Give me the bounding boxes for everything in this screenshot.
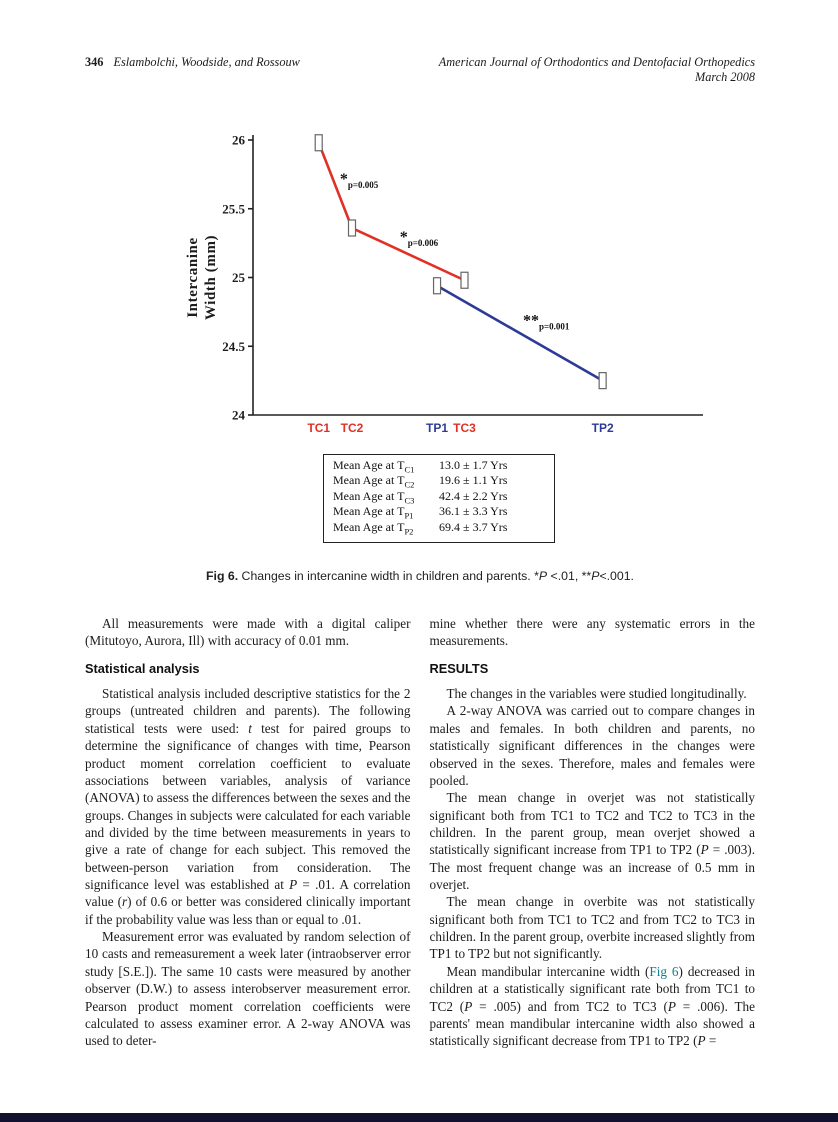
legend-value: 13.0 ± 1.7 Yrs — [439, 457, 508, 472]
text-run: P — [591, 568, 600, 583]
series-line-parents — [437, 285, 603, 380]
legend-row — [333, 490, 548, 506]
figure-reference-link[interactable]: Fig 6 — [649, 963, 679, 979]
y-tick-label: 25.5 — [222, 200, 245, 216]
text-run: Measurement error was evaluated by random selection of 10 casts and remeasurement a week later (intraobserver error study [S.E.]). The same 10 casts were measured by another observer (D.W.) to assess interobserver measurement error. Pearson product moment correlation coefficients were calculated to assess examiner error. A 2-way ANOVA was used to deter- — [85, 929, 411, 1049]
text-run: Fig 6. — [206, 568, 239, 583]
figure-6 — [173, 128, 733, 543]
running-head-right — [439, 55, 755, 86]
page-header — [85, 55, 755, 86]
article-body — [85, 615, 755, 1050]
section-heading — [85, 661, 411, 678]
text-run: Mean mandibular intercanine width ( — [446, 963, 650, 979]
text-run: <.01, ** — [547, 568, 592, 583]
text-run: <.001. — [599, 568, 634, 583]
y-tick-label: 26 — [232, 132, 245, 148]
text-run: = .01. A correlation value ( — [85, 877, 411, 910]
text-run: = .005) and from TC2 to TC3 ( — [472, 998, 668, 1014]
significance-annotation: $*_{p=0.005}$ — [339, 170, 379, 190]
text-run: Statistical analysis — [85, 661, 200, 677]
legend-label: Mean Age at $T_{P2}$ — [333, 519, 414, 537]
text-run: P — [289, 877, 298, 893]
text-run: All measurements were made with a digital caliper (Mitutoyo, Aurora, Ill) with accuracy of 0.01 mm. — [85, 615, 411, 648]
marker-TP2 — [599, 372, 606, 388]
legend-row — [333, 521, 548, 537]
text-run: P — [700, 842, 709, 858]
significance-annotation: $*_{p=0.006}$ — [399, 228, 439, 248]
paragraph — [85, 685, 411, 928]
text-run: P — [667, 998, 676, 1014]
text-run: RESULTS — [429, 661, 489, 677]
text-run: t — [248, 720, 252, 736]
text-run: r — [122, 894, 128, 910]
paragraph — [85, 928, 411, 1050]
legend-row — [333, 459, 548, 475]
text-run: P — [538, 568, 548, 583]
text-run: A 2-way ANOVA was carried out to compare changes in males and females. In both children and parents, no statistically significant differences in the changes were observed in the sexes. Therefore, males and females were pooled. — [429, 703, 755, 788]
x-label-TC2: TC2 — [340, 420, 364, 435]
text-run: Changes in intercanine width in children and parents. * — [238, 568, 539, 583]
text-run: P — [697, 1033, 706, 1049]
paragraph — [430, 789, 756, 893]
legend-label: Mean Age at $T_{P1}$ — [333, 504, 414, 521]
legend-value: 69.4 ± 3.7 Yrs — [439, 519, 508, 534]
y-tick-label: 25 — [232, 269, 245, 285]
legend-label: Mean Age at $T_{C3}$ — [333, 488, 415, 506]
text-run: ) of 0.6 or better was considered clinically important if the probability value was less than or equal to .01. — [85, 894, 411, 927]
legend-row — [333, 505, 548, 521]
text-run: test for paired groups to determine the significance of changes with time, Pearson product moment correlation coefficient to evaluate associations between variables, analysis of variance (ANOVA) to assess the differences between the sexes and the groups. Changes in subjects were calculated for each variable and divided by the time between measurements in years to give a rate of change for each subject. This removed the between-person variation from consideration. The significance level was established at — [85, 720, 411, 893]
page-number: 346 — [85, 55, 104, 69]
text-run: P — [464, 998, 473, 1014]
legend-value: 19.6 ± 1.1 Yrs — [439, 473, 508, 488]
text-run: ) decreased in children at a statistically significant rate both from TC1 to TC2 ( — [429, 963, 756, 1014]
y-axis-title-line2: Width (mm) — [203, 234, 219, 320]
marker-TC3 — [461, 272, 468, 288]
text-run: mine whether there were any systematic errors in the measurements. — [429, 615, 755, 648]
y-axis-title-line1: Intercanine — [185, 236, 201, 318]
marker-TC1 — [315, 134, 322, 150]
right-column — [430, 615, 756, 1050]
page-bottom-edge — [0, 1113, 838, 1122]
paragraph — [430, 702, 756, 789]
paragraph — [430, 963, 756, 1050]
x-label-TC3: TC3 — [453, 420, 476, 435]
text-run: = .006). The parents' mean mandibular intercanine width also showed a statistically significant decrease from TP1 to TP2 ( — [429, 998, 756, 1049]
mean-age-legend — [323, 454, 555, 543]
significance-annotation: $**_{p=0.001}$ — [523, 312, 570, 332]
left-column — [85, 615, 411, 1050]
journal-name: American Journal of Orthodontics and Dentofacial Orthopedics — [438, 55, 755, 69]
text-run: The mean change in overjet was not statistically significant both from TC1 to TC2 and TC2 to TC3 in the children. In the parent group, mean overjet showed a statistically significant increase from TP1 to TP2 ( — [429, 790, 755, 858]
intercanine-width-chart — [173, 128, 713, 440]
paragraph — [430, 615, 756, 650]
legend-label: Mean Age at $T_{C1}$ — [333, 457, 415, 475]
text-run: The changes in the variables were studied longitudinally. — [446, 686, 747, 702]
x-label-TP2: TP2 — [591, 420, 614, 435]
marker-TC2 — [349, 220, 356, 236]
text-run: = — [705, 1033, 717, 1049]
text-run: = .003). The most frequent change was an increase of 0.5 mm in overjet. — [429, 842, 755, 893]
legend-row — [333, 474, 548, 490]
text-run: The mean change in overbite was not statistically significant both from TC1 to TC2 and from TC2 to TC3 in children. In the parent group, overbite increased slightly from TP1 to TP2 but not significantly. — [429, 894, 755, 962]
y-tick-label: 24.5 — [222, 338, 245, 354]
running-head-left — [85, 55, 300, 70]
paragraph — [430, 893, 756, 962]
figure-caption — [85, 569, 755, 583]
issue-date: March 2008 — [695, 70, 755, 85]
paragraph — [85, 615, 411, 650]
marker-TP1 — [434, 277, 441, 293]
x-label-TP1: TP1 — [426, 420, 449, 435]
x-label-TC1: TC1 — [307, 420, 331, 435]
running-authors: Eslambolchi, Woodside, and Rossouw — [113, 55, 300, 69]
legend-value: 42.4 ± 2.2 Yrs — [439, 488, 508, 503]
paragraph — [430, 685, 756, 702]
y-tick-label: 24 — [232, 407, 245, 423]
series-line-children — [319, 142, 465, 280]
text-run: Statistical analysis included descriptive statistics for the 2 groups (untreated children and parents). The following statistical tests were used: — [85, 686, 411, 736]
section-heading — [430, 661, 756, 678]
legend-value: 36.1 ± 3.3 Yrs — [439, 504, 508, 519]
legend-label: Mean Age at $T_{C2}$ — [333, 473, 415, 490]
